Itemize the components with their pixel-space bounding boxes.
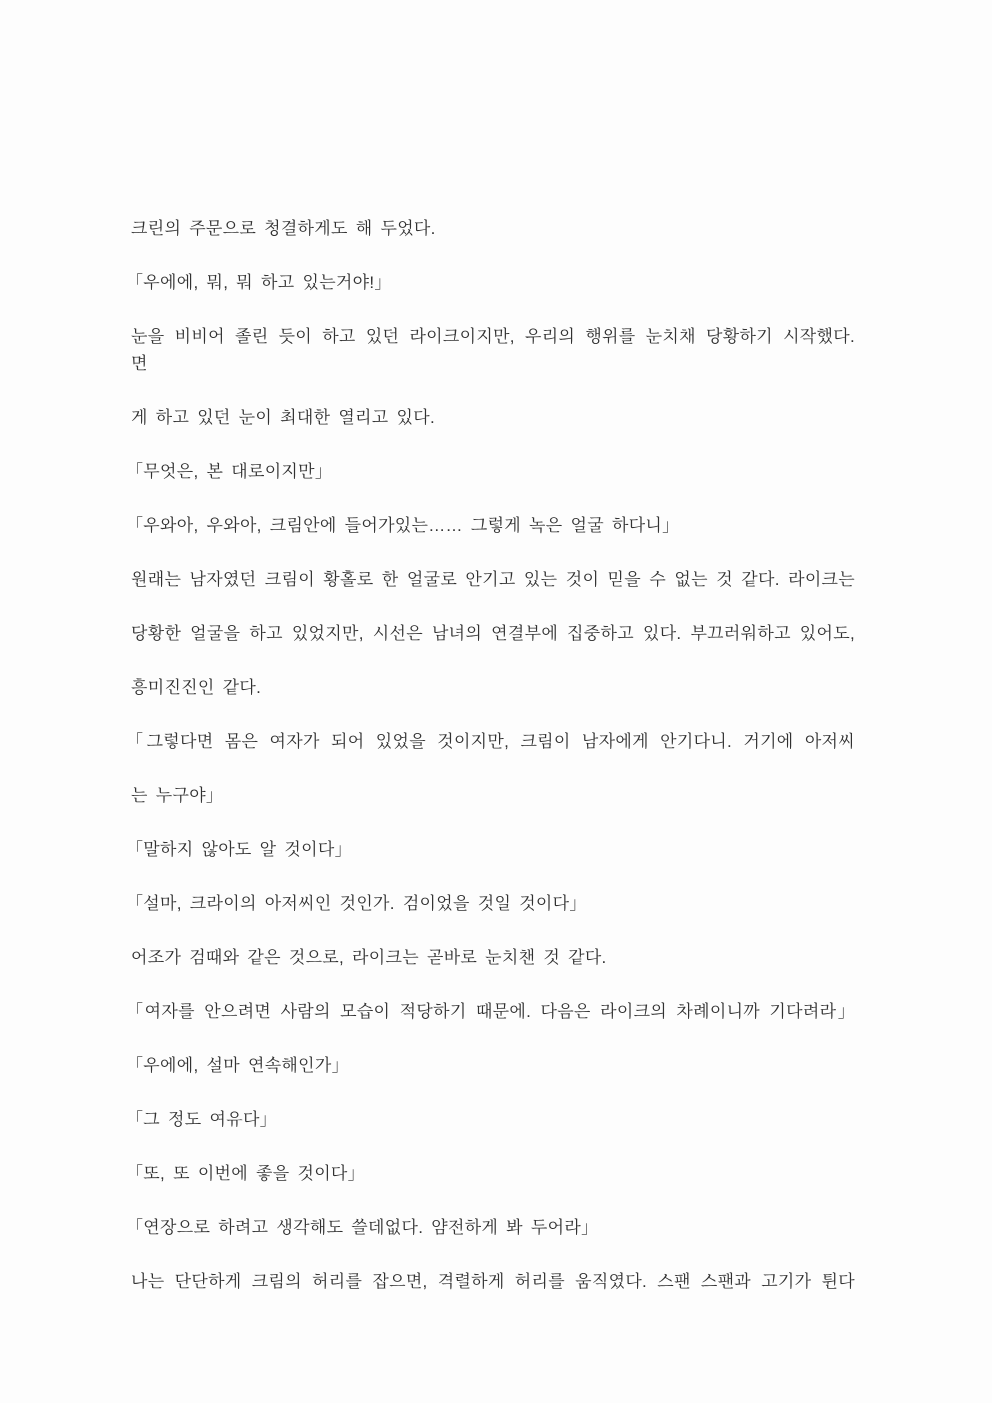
novel-text-body (126, 188, 855, 1312)
text-line: 「말하지 않아도 알 것이다」 (126, 840, 352, 859)
text-line: 눈을 비비어 졸린 듯이 하고 있던 라이크이지만, 우리의 행위를 눈치채 당황하기 시작했다. (131, 327, 855, 346)
text-line: 원래는 남자였던 크림이 황홀로 한 얼굴로 안기고 있는 것이 믿을 수 없는 것 같다. 라이크는 (131, 570, 855, 589)
text-line: 「여자를 안으려면 사람의 모습이 적당하기 때문에. 다음은 라이크의 차례이니까 기다려라」 (126, 1002, 855, 1021)
text-line: 「우와아, 우와아, 크림안에 들어가있는…… 그렇게 녹은 얼굴 하다니」 (126, 516, 680, 535)
text-line: 「우에에, 설마 연속해인가」 (126, 1056, 349, 1075)
text-line: 어조가 검때와 같은 것으로, 라이크는 곧바로 눈치챈 것 같다. (131, 948, 607, 967)
text-line: 「우에에, 뭐, 뭐 하고 있는거야!」 (126, 273, 392, 292)
text-line: 「그렇다면 몸은 여자가 되어 있었을 것이지만, 크림이 남자에게 안기다니. 거기에 아저씨 (126, 732, 855, 751)
text-line: 「또, 또 이번에 좋을 것이다」 (126, 1164, 365, 1183)
text-line: 「무엇은, 본 대로이지만」 (126, 462, 333, 481)
text-line: 크린의 주문으로 청결하게도 해 두었다. (131, 219, 436, 238)
text-line: 당황한 얼굴을 하고 있었지만, 시선은 남녀의 연결부에 집중하고 있다. 부끄러워하고 있어도, (131, 624, 855, 643)
text-line: 「설마, 크라이의 아저씨인 것인가. 검이었을 것일 것이다」 (126, 894, 587, 913)
text-line: 「그 정도 여유다」 (126, 1110, 277, 1129)
text-line: 나는 단단하게 크림의 허리를 잡으면, 격렬하게 허리를 움직였다. 스팬 스팬과 고기가 튄다 (131, 1272, 855, 1291)
text-line: 면 (131, 354, 148, 373)
text-line: 게 하고 있던 눈이 최대한 열리고 있다. (131, 408, 435, 427)
text-line: 는 누구야」 (131, 786, 224, 805)
text-line: 「연장으로 하려고 생각해도 쓸데없다. 얌전하게 봐 두어라」 (126, 1218, 599, 1237)
text-line: 흥미진진인 같다. (131, 678, 262, 697)
